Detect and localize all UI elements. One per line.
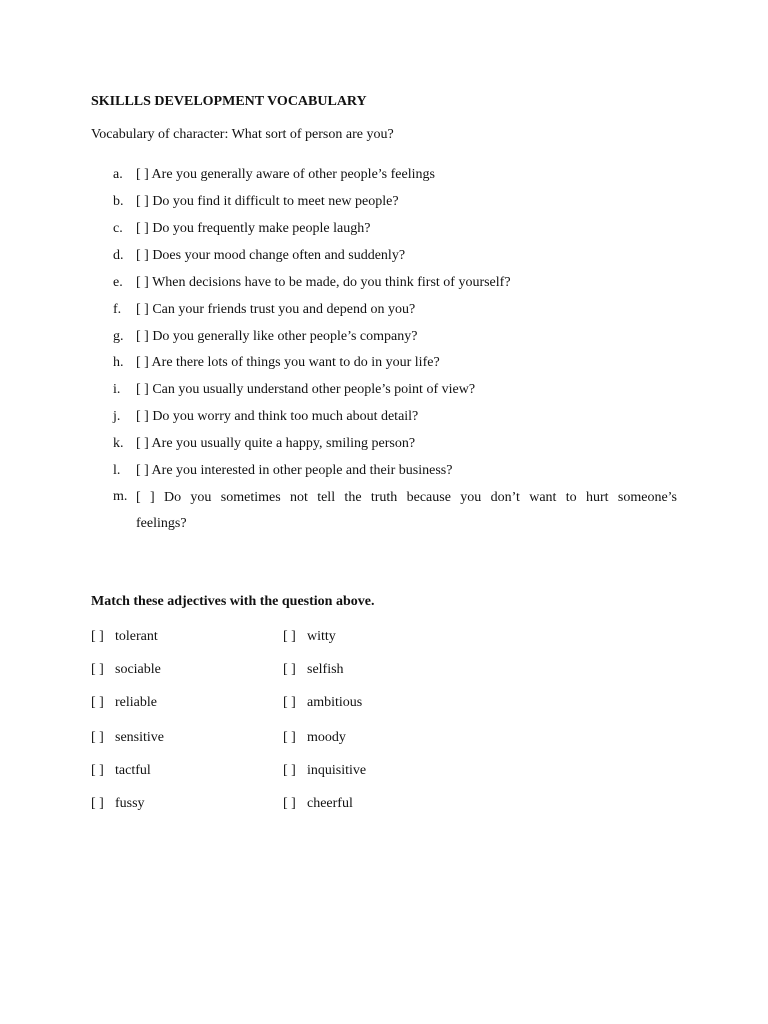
question-text-continuation: feelings?	[136, 516, 187, 531]
adjective-word: fussy	[115, 796, 145, 811]
question-item	[0, 327, 768, 347]
adjective-item	[283, 728, 346, 748]
question-text: [ ] Are you generally aware of other people’s feelings	[136, 167, 435, 182]
question-marker: c.	[113, 221, 123, 236]
question-marker: j.	[113, 409, 121, 424]
adjective-item	[91, 761, 151, 781]
adjective-item	[91, 660, 161, 680]
question-marker: a.	[113, 167, 123, 182]
checkbox-bracket: [ ]	[91, 662, 104, 677]
adjective-item	[91, 794, 145, 814]
adjective-word: witty	[307, 629, 336, 644]
adjective-word: reliable	[115, 695, 157, 710]
question-item	[0, 484, 768, 544]
question-text: [ ] Do you generally like other people’s company?	[136, 329, 418, 344]
question-marker: m.	[113, 489, 128, 504]
adjective-item	[91, 728, 164, 748]
checkbox-bracket: [ ]	[283, 730, 296, 745]
question-item	[0, 380, 768, 400]
question-item	[0, 273, 768, 293]
question-text: [ ] Do you frequently make people laugh?	[136, 221, 371, 236]
question-item	[0, 300, 768, 320]
question-text: [ ] When decisions have to be made, do you think first of yourself?	[136, 275, 511, 290]
adjective-item	[91, 627, 158, 647]
adjective-word: selfish	[307, 662, 344, 677]
checkbox-bracket: [ ]	[91, 796, 104, 811]
question-text: [ ] Can your friends trust you and depend on you?	[136, 302, 416, 317]
adjective-item	[91, 693, 157, 713]
question-marker: i.	[113, 382, 121, 397]
question-marker: g.	[113, 329, 124, 344]
question-item	[0, 165, 768, 185]
question-item	[0, 353, 768, 373]
checkbox-bracket: [ ]	[91, 695, 104, 710]
adjective-item	[283, 794, 353, 814]
adjective-word: sensitive	[115, 730, 164, 745]
question-text: [ ] Are you usually quite a happy, smiling person?	[136, 436, 416, 451]
adjective-word: ambitious	[307, 695, 363, 710]
question-marker: k.	[113, 436, 124, 451]
question-item	[0, 434, 768, 454]
adjective-word: inquisitive	[307, 763, 367, 778]
question-marker: e.	[113, 275, 123, 290]
adjective-item	[283, 693, 362, 713]
question-text: [ ] Do you worry and think too much about detail?	[136, 409, 419, 424]
page-subtitle: Vocabulary of character: What sort of person are you?	[91, 127, 394, 142]
question-text: [ ] Can you usually understand other people’s point of view?	[136, 382, 476, 397]
question-item	[0, 407, 768, 427]
adjective-item	[283, 627, 336, 647]
page-title: SKILLLS DEVELOPMENT VOCABULARY	[91, 94, 367, 109]
adjective-word: tolerant	[115, 629, 158, 644]
question-marker: f.	[113, 302, 122, 317]
checkbox-bracket: [ ]	[91, 730, 104, 745]
checkbox-bracket: [ ]	[91, 629, 104, 644]
adjective-item	[283, 660, 344, 680]
question-marker: d.	[113, 248, 124, 263]
question-item	[0, 461, 768, 481]
question-text: [ ] Are you interested in other people and their business?	[136, 463, 453, 478]
question-item	[0, 246, 768, 266]
adjective-word: moody	[307, 730, 346, 745]
adjective-item	[283, 761, 366, 781]
adjective-word: tactful	[115, 763, 151, 778]
adjective-word: sociable	[115, 662, 161, 677]
question-marker: l.	[113, 463, 121, 478]
question-marker: b.	[113, 194, 124, 209]
adjective-word: cheerful	[307, 796, 353, 811]
checkbox-bracket: [ ]	[283, 629, 296, 644]
question-text: [ ] Do you sometimes not tell the truth because you don’t want to hurt someone’s	[136, 490, 677, 505]
question-text: [ ] Are there lots of things you want to do in your life?	[136, 355, 440, 370]
checkbox-bracket: [ ]	[283, 662, 296, 677]
question-text: [ ] Do you find it difficult to meet new people?	[136, 194, 399, 209]
checkbox-bracket: [ ]	[91, 763, 104, 778]
checkbox-bracket: [ ]	[283, 763, 296, 778]
checkbox-bracket: [ ]	[283, 796, 296, 811]
question-marker: h.	[113, 355, 124, 370]
match-heading: Match these adjectives with the question above.	[91, 594, 375, 609]
checkbox-bracket: [ ]	[283, 695, 296, 710]
question-item	[0, 219, 768, 239]
question-text: [ ] Does your mood change often and suddenly?	[136, 248, 406, 263]
question-item	[0, 192, 768, 212]
